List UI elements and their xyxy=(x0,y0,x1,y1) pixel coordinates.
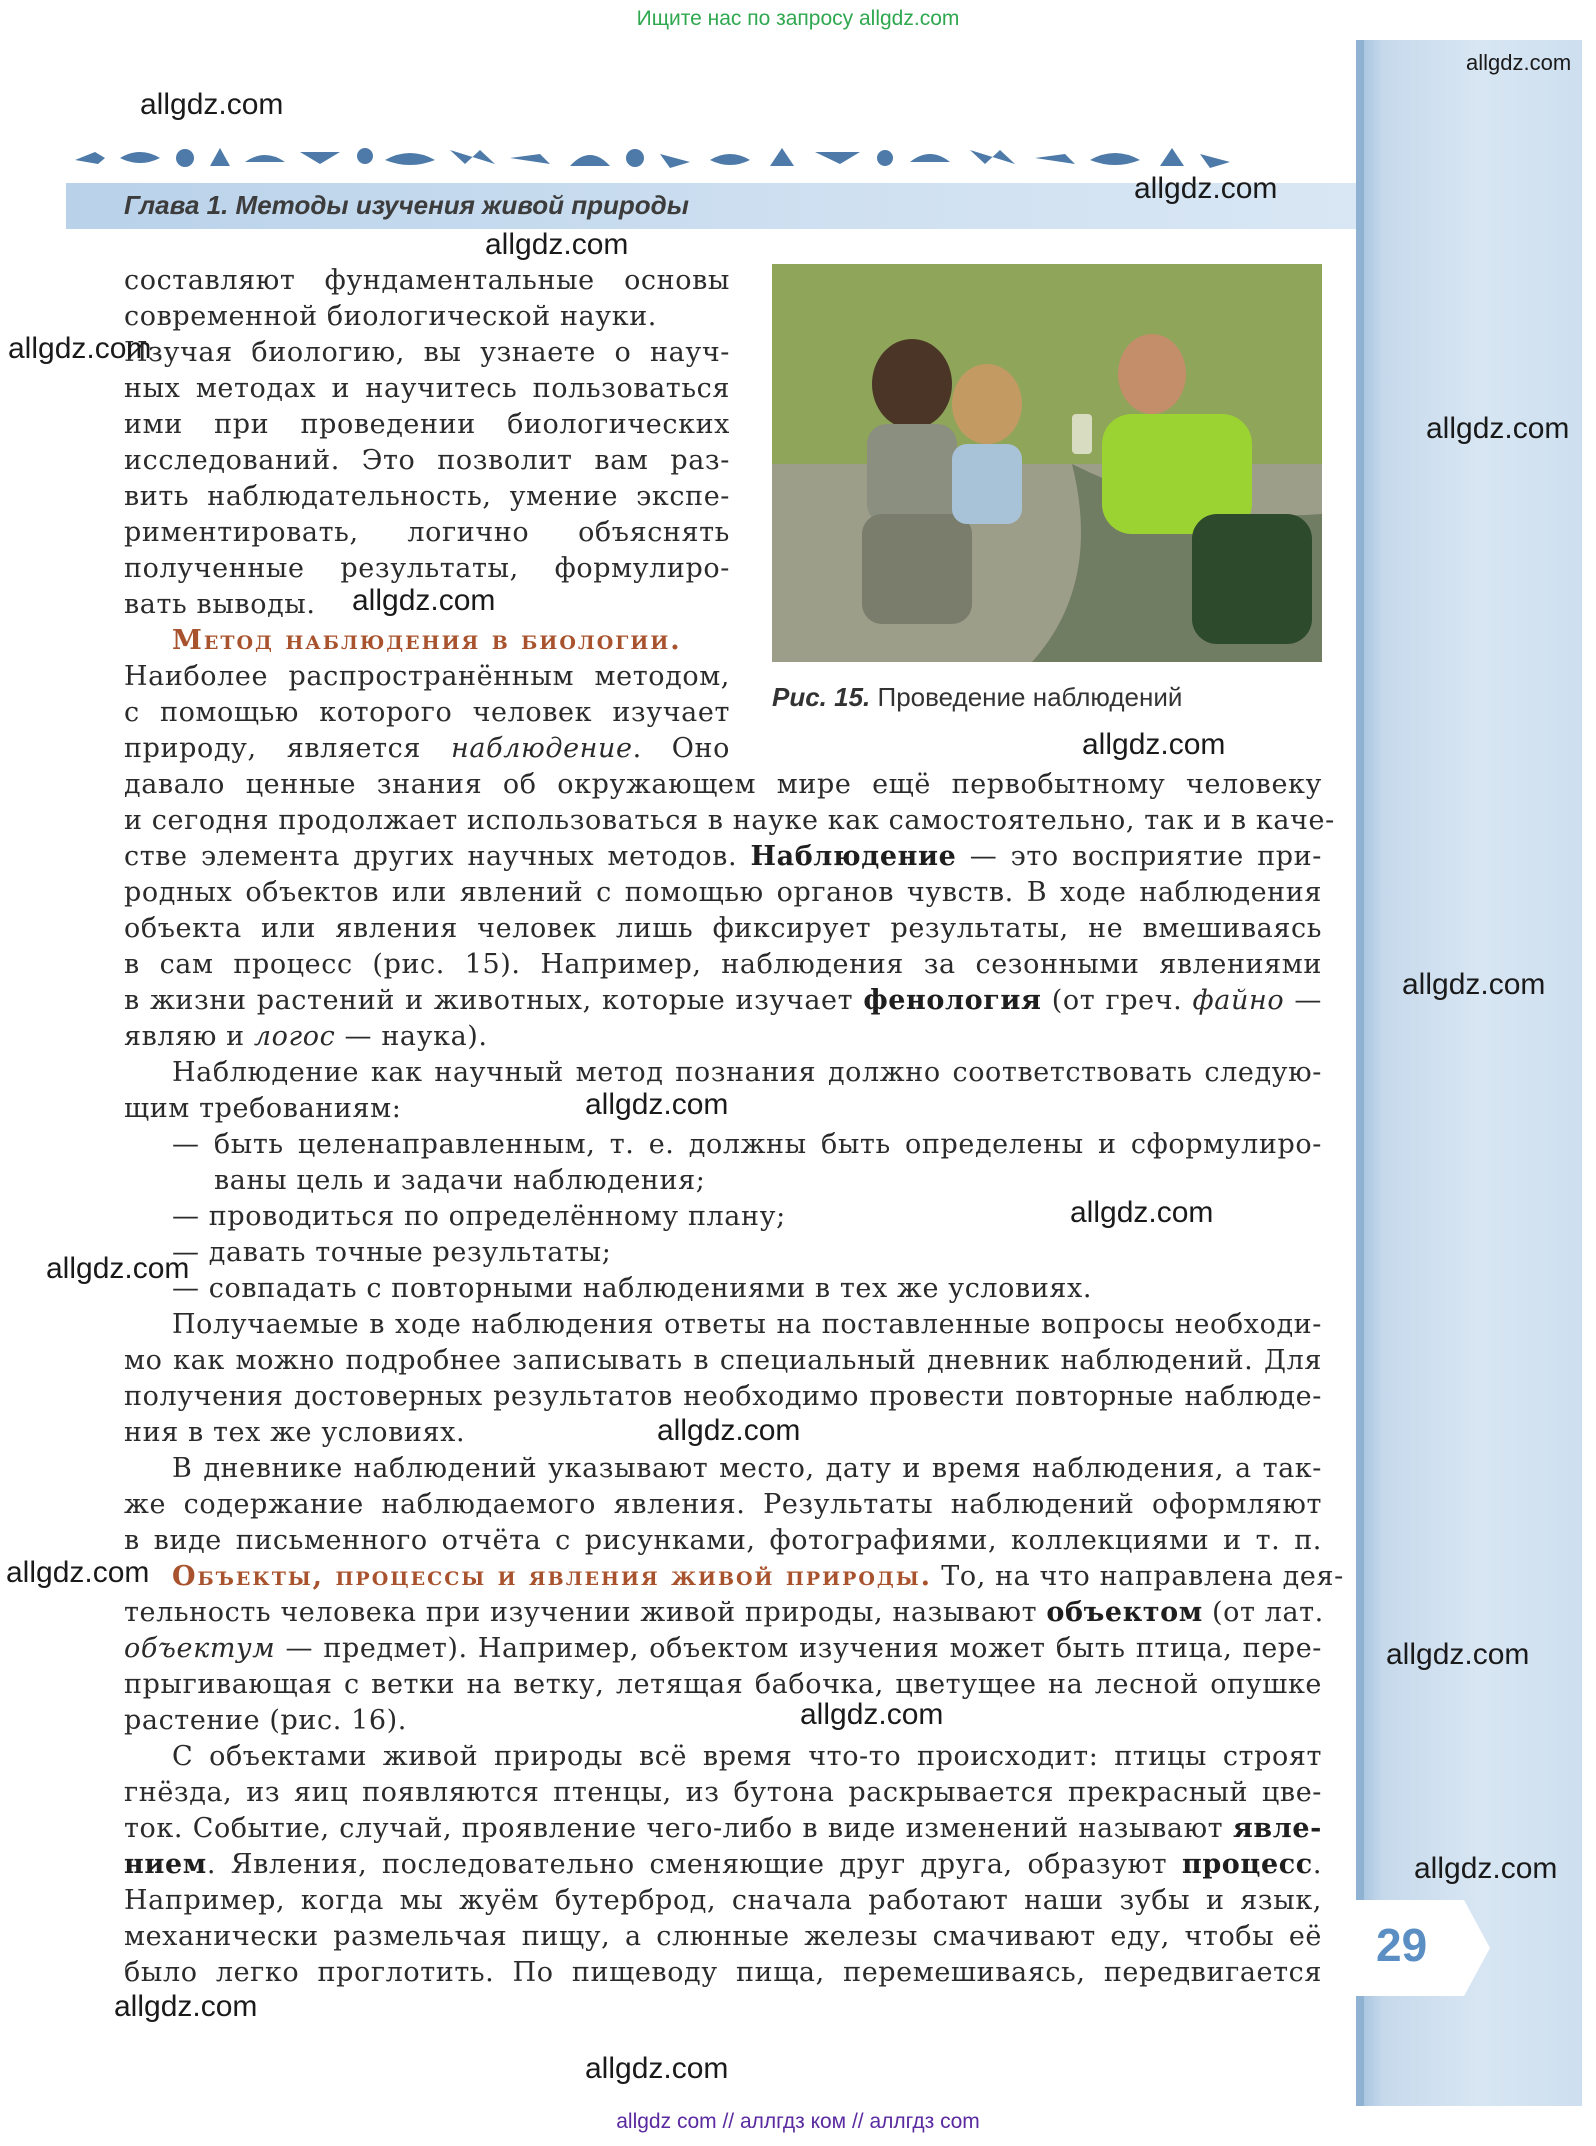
text-line: с помощью которого человек изучает xyxy=(124,697,730,728)
list-item: — совпадать с повторными наблюдениями в тех же условиях. xyxy=(172,1273,1093,1304)
watermark: allgdz.com xyxy=(1426,412,1570,445)
watermark: allgdz.com xyxy=(657,1414,801,1447)
term-bold: объектом xyxy=(1046,1597,1203,1628)
text-line: и сегодня продолжает использоваться в науке как самостоятельно, так и в каче- xyxy=(124,805,1335,836)
watermark: allgdz.com xyxy=(1466,50,1572,75)
text-line: щим требованиям: xyxy=(124,1093,402,1124)
figure-caption-label: Рис. 15. xyxy=(772,682,871,712)
text-run: — это восприятие при- xyxy=(956,841,1322,872)
watermark: allgdz.com xyxy=(46,1252,190,1285)
watermark: allgdz.com xyxy=(1070,1196,1214,1229)
photo-illustration xyxy=(772,264,1322,662)
watermark: allgdz.com xyxy=(6,1556,150,1589)
term: наблюдение xyxy=(451,733,633,764)
text-line: составляют фундаментальные основы xyxy=(124,265,730,296)
text-line xyxy=(124,1811,1322,1847)
watermark: allgdz.com xyxy=(1134,172,1278,205)
text-run: являю и xyxy=(124,1021,254,1052)
watermark: allgdz.com xyxy=(1402,968,1546,1001)
text-line: родных объектов или явлений с помощью органов чувств. В ходе наблюдения xyxy=(124,877,1322,908)
text-line: же содержание наблюдаемого явления. Результаты наблюдений оформляют xyxy=(124,1489,1322,1520)
figure-caption-text: Проведение наблюдений xyxy=(870,682,1183,712)
section-heading-text: Метод наблюдения в биологии. xyxy=(172,625,682,656)
text-line: прыгивающая с ветки на ветку, летящая бабочка, цветущее на лесной опушке xyxy=(124,1669,1322,1700)
text-line: Наблюдение как научный метод познания должно соответствовать следую- xyxy=(172,1057,1322,1088)
text-run: — xyxy=(1284,985,1322,1016)
text-line: получения достоверных результатов необходимо провести повторные наблюде- xyxy=(124,1381,1322,1412)
text-line: механически размельчая пищу, а слюнные железы смачивают еду, чтобы её xyxy=(124,1921,1322,1952)
text-run: . xyxy=(1312,1849,1322,1880)
text-line: ими при проведении биологических xyxy=(124,409,730,440)
text-line xyxy=(124,731,730,767)
text-line: риментировать, логично объяснять xyxy=(124,517,730,548)
text-line: Например, когда мы жуём бутерброд, сначала работают наши зубы и язык, xyxy=(124,1885,1322,1916)
text-line: В дневнике наблюдений указывают место, дату и время наблюдения, а так- xyxy=(172,1453,1322,1484)
text-line: вить наблюдательность, умение экспе- xyxy=(124,481,730,512)
list-item: — давать точные результаты; xyxy=(172,1237,612,1268)
animal-silhouettes-icon xyxy=(70,140,1250,174)
text-line: Наиболее распространённым методом, xyxy=(124,661,730,692)
text-line: в виде письменного отчёта с рисунками, фотографиями, коллекциями и т. п. xyxy=(124,1525,1322,1556)
watermark: allgdz.com xyxy=(585,2052,729,2085)
text-line xyxy=(124,1631,1322,1667)
watermark: allgdz.com xyxy=(1386,1638,1530,1671)
term: логос xyxy=(253,1021,336,1052)
term-bold: процесс xyxy=(1181,1849,1313,1880)
text-line: давало ценные знания об окружающем мире ещё первобытному человеку xyxy=(124,769,1322,800)
text-run: (от лат. xyxy=(1202,1597,1324,1628)
text-line: Получаемые в ходе наблюдения ответы на поставленные вопросы необходи- xyxy=(172,1309,1322,1340)
text-line: вать выводы. xyxy=(124,589,316,620)
list-item: — проводиться по определённому плану; xyxy=(172,1201,786,1232)
text-line xyxy=(124,1595,1322,1631)
text-run: То, на что направлена дея- xyxy=(932,1561,1344,1592)
text-run: стве элемента других научных методов. xyxy=(124,841,751,872)
text-line: было легко проглотить. По пищеводу пища, перемешиваясь, передвигается xyxy=(124,1957,1322,1988)
text-run: . Оно xyxy=(632,733,730,764)
list-item: — быть целенаправленным, т. е. должны быть определены и сформулиро- xyxy=(172,1129,1322,1160)
text-line: объекта или явления человек лишь фиксирует результаты, не вмешиваясь xyxy=(124,913,1322,944)
watermark: allgdz.com xyxy=(1414,1852,1558,1885)
watermark: allgdz.com xyxy=(140,88,284,121)
term-bold: явле- xyxy=(1232,1813,1322,1844)
page-sidebar xyxy=(1356,40,1582,2106)
term-bold: Наблюдение xyxy=(750,841,957,872)
text-line xyxy=(124,1019,488,1055)
text-line: гнёзда, из яиц появляются птенцы, из бутона раскрывается прекрасный цве- xyxy=(124,1777,1322,1808)
text-run: — предмет). Например, объектом изучения может быть птица, пере- xyxy=(275,1633,1322,1664)
text-run: природу, является xyxy=(124,733,452,764)
observation-photo xyxy=(772,264,1322,662)
text-line: мо как можно подробнее записывать в специальный дневник наблюдений. Для xyxy=(124,1345,1322,1376)
text-line: растение (рис. 16). xyxy=(124,1705,407,1736)
text-run: тельность человека при изучении живой природы, называют xyxy=(124,1597,1047,1628)
watermark: allgdz.com xyxy=(114,1990,258,2023)
text-run: — наука). xyxy=(335,1021,488,1052)
chapter-title: Глава 1. Методы изучения живой природы xyxy=(124,190,689,220)
watermark: allgdz.com xyxy=(8,332,152,365)
text-line xyxy=(172,1559,1344,1595)
sidebar-edge xyxy=(1356,40,1364,2106)
text-line xyxy=(124,1847,1322,1883)
text-run: (от греч. xyxy=(1041,985,1193,1016)
watermark: allgdz.com xyxy=(1082,728,1226,761)
watermark: allgdz.com xyxy=(485,228,629,261)
text-line: полученные результаты, формулиро- xyxy=(124,553,730,584)
text-line xyxy=(124,983,1322,1019)
text-run: ток. Событие, случай, проявление чего-либо в виде изменений называют xyxy=(124,1813,1233,1844)
text-line: исследований. Это позволит вам раз- xyxy=(124,445,730,476)
watermark: allgdz.com xyxy=(585,1088,729,1121)
section-heading xyxy=(172,623,682,659)
section-heading-text: Объекты, процессы и явления живой природы. xyxy=(172,1561,933,1592)
term: файно xyxy=(1192,985,1285,1016)
top-banner[interactable]: Ищите нас по запросу allgdz.com xyxy=(636,7,960,30)
bottom-banner[interactable]: allgdz com // аллгдз ком // аллгдз com xyxy=(616,2110,980,2133)
text-line xyxy=(124,839,1322,875)
term-bold: фенология xyxy=(863,985,1042,1016)
figure-caption xyxy=(772,682,1182,713)
list-item-cont: ваны цель и задачи наблюдения; xyxy=(214,1165,706,1196)
page-number: 29 xyxy=(1376,1919,1428,1971)
term-bold: нием xyxy=(124,1849,207,1880)
text-line: ных методах и научитесь пользоваться xyxy=(124,373,730,404)
text-line: ния в тех же условиях. xyxy=(124,1417,466,1448)
text-line: в сам процесс (рис. 15). Например, наблюдения за сезонными явлениями xyxy=(124,949,1322,980)
watermark: allgdz.com xyxy=(352,584,496,617)
text-run: . Явления, последовательно сменяющие друг друга, образуют xyxy=(206,1849,1182,1880)
text-line: Изучая биологию, вы узнаете о науч- xyxy=(124,337,730,368)
watermark: allgdz.com xyxy=(800,1698,944,1731)
text-line: современной биологической науки. xyxy=(124,301,657,332)
text-run: в жизни растений и животных, которые изучает xyxy=(124,985,864,1016)
text-line: С объектами живой природы всё время что-то происходит: птицы строят xyxy=(172,1741,1322,1772)
term: объектум xyxy=(124,1633,276,1664)
